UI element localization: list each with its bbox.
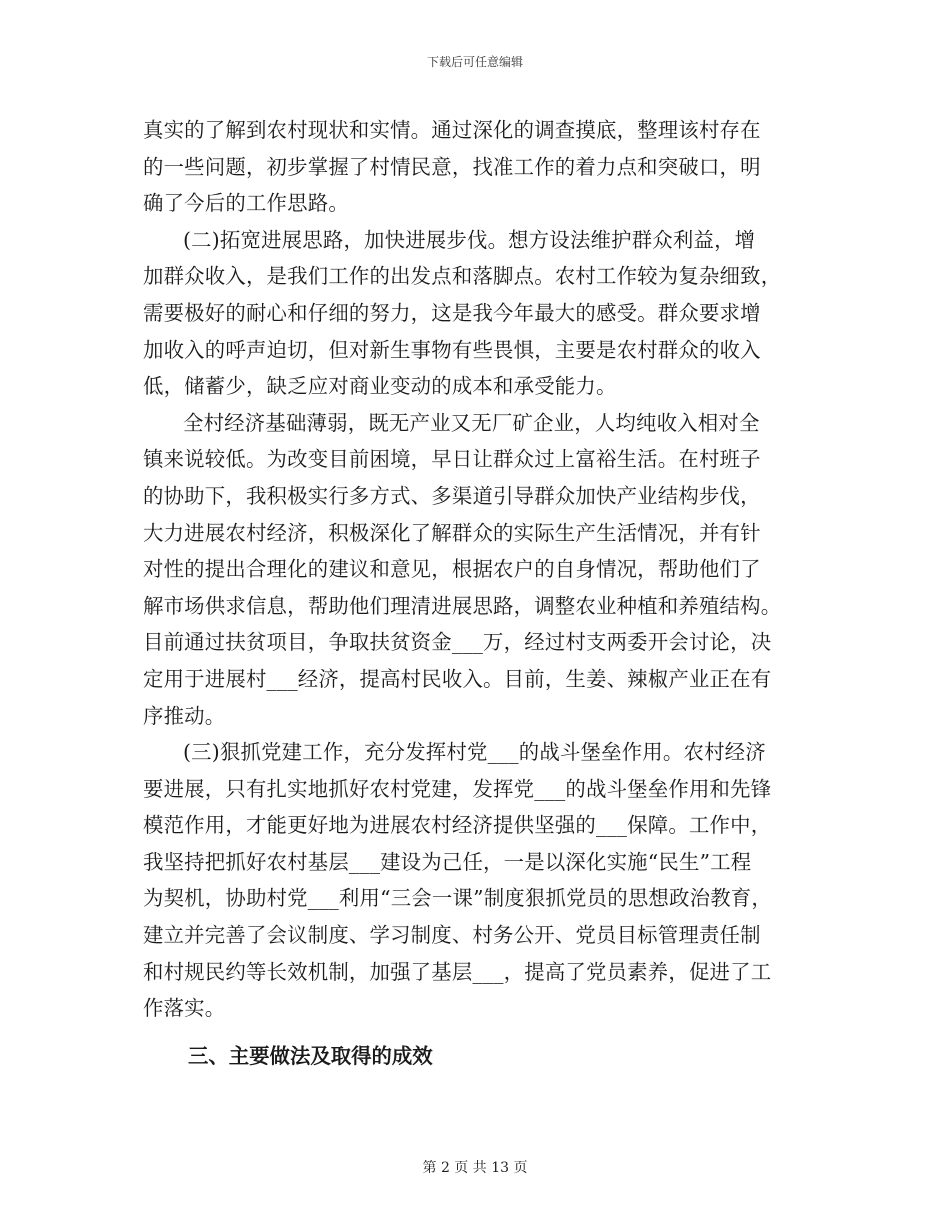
text-line: (三)狠抓党建工作，充分发挥村党___的战斗堡垒作用。农村经济 xyxy=(183,740,766,765)
document-body xyxy=(143,112,813,1027)
text-line: 作落实。 xyxy=(143,996,226,1021)
text-line: 为契机，协助村党___利用“三会一课”制度狠抓党员的思想政治教育， xyxy=(143,886,772,911)
text-line: 低，储蓄少，缺乏应对商业变动的成本和承受能力。 xyxy=(143,374,617,399)
text-line: (二)拓宽进展思路，加快进展步伐。想方设法维护群众利益，增 xyxy=(183,227,756,252)
paragraph xyxy=(143,112,813,222)
text-line: 解市场供求信息，帮助他们理清进展思路，调整农业种植和养殖结构。 xyxy=(143,593,782,618)
text-line: 的协助下，我积极实行多方式、多渠道引导群众加快产业结构步伐， xyxy=(143,483,761,508)
text-line: 全村经济基础薄弱，既无产业又无厂矿企业，人均纯收入相对全 xyxy=(183,410,760,435)
text-line: 加群众收入，是我们工作的出发点和落脚点。农村工作较为复杂细致， xyxy=(143,264,782,289)
text-line: 需要极好的耐心和仔细的努力，这是我今年最大的感受。群众要求增 xyxy=(143,300,761,325)
text-line: 要进展，只有扎实地抓好农村党建，发挥党___的战斗堡垒作用和先锋 xyxy=(143,776,772,801)
page-header: 下载后可任意编辑 xyxy=(426,55,523,69)
text-line: 和村规民约等长效机制，加强了基层___，提高了党员素养，促进了工 xyxy=(143,959,772,984)
text-line: 序推动。 xyxy=(143,703,226,728)
paragraph xyxy=(143,222,813,405)
section-heading: 三、主要做法及取得的成效 xyxy=(188,1044,433,1068)
text-line: 确了今后的工作思路。 xyxy=(143,191,349,216)
text-line: 大力进展农村经济，积极深化了解群众的实际生产生活情况，并有针 xyxy=(143,520,761,545)
text-line: 目前通过扶贫项目，争取扶贫资金___万，经过村支两委开会讨论，决 xyxy=(143,630,772,655)
paragraph xyxy=(143,734,813,1027)
text-line: 真实的了解到农村现状和实情。通过深化的调查摸底，整理该村存在 xyxy=(143,118,761,142)
text-line: 模范作用，才能更好地为进展农村经济提供坚强的___保障。工作中， xyxy=(143,813,772,838)
page-footer: 第 2 页 共 13 页 xyxy=(422,1160,528,1176)
text-line: 我坚持把抓好农村基层___建设为己任，一是以深化实施“民生”工程 xyxy=(143,849,752,874)
text-line: 建立并完善了会议制度、学习制度、村务公开、党员目标管理责任制 xyxy=(143,923,761,948)
text-line: 定用于进展村___经济，提高村民收入。目前，生姜、辣椒产业正在有 xyxy=(143,666,772,691)
text-line: 对性的提出合理化的建议和意见，根据农户的自身情况，帮助他们了 xyxy=(143,557,761,582)
text-line: 加收入的呼声迫切，但对新生事物有些畏惧，主要是农村群众的收入 xyxy=(143,337,761,362)
text-line: 的一些问题，初步掌握了村情民意，找准工作的着力点和突破口，明 xyxy=(143,154,761,179)
text-line: 镇来说较低。为改变目前困境，早日让群众过上富裕生活。在村班子 xyxy=(143,447,761,472)
paragraph xyxy=(143,405,813,734)
